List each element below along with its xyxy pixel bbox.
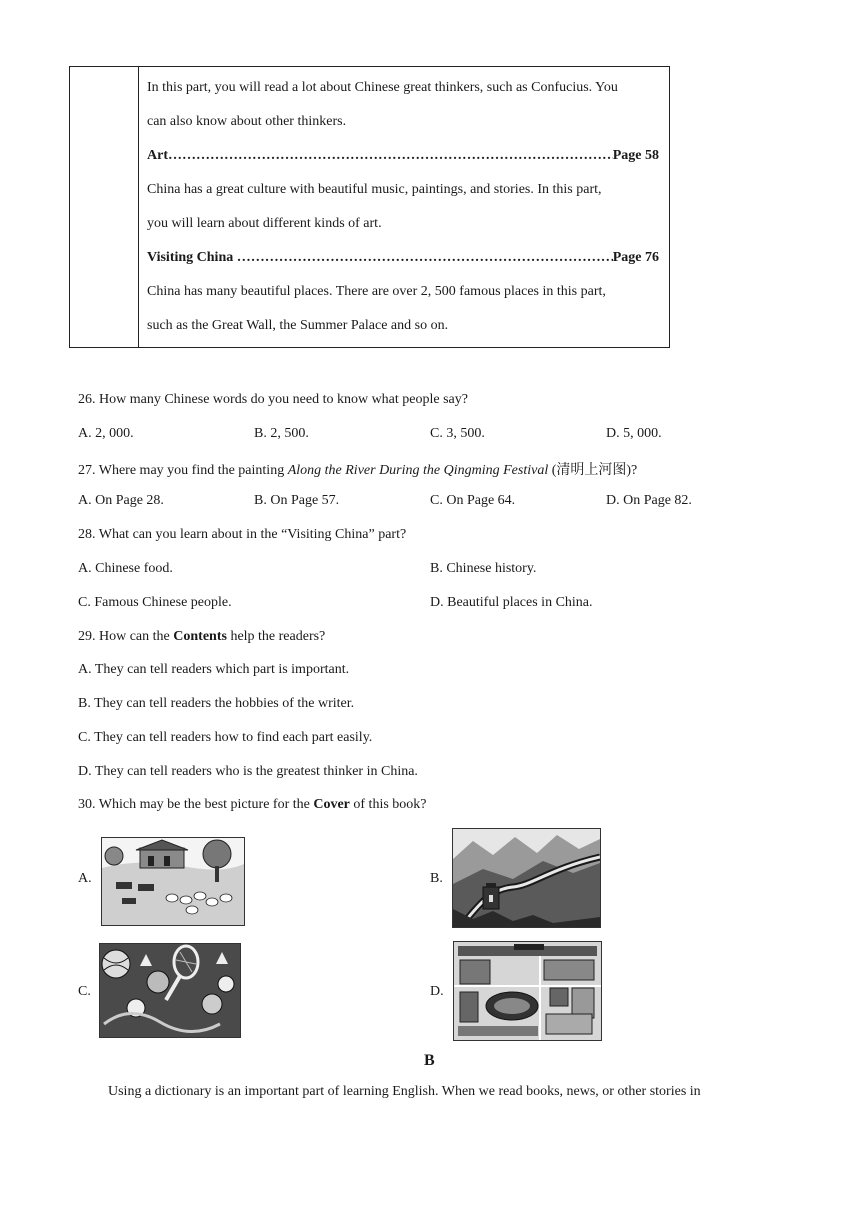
section-b-paragraph: Using a dictionary is an important part of learning English. When we read books, news, or other stories in bbox=[108, 1084, 701, 1099]
toc-entry-page: Page 76 bbox=[612, 250, 659, 265]
question-29-option-b[interactable]: B. They can tell readers the hobbies of the writer. bbox=[78, 696, 355, 711]
question-26-option-c[interactable]: C. 3, 500. bbox=[430, 426, 485, 441]
sports-equipment-icon[interactable] bbox=[99, 943, 241, 1038]
contents-table bbox=[69, 66, 670, 348]
toc-entry-page: Page 58 bbox=[612, 148, 659, 163]
toc-entry-title: Art bbox=[147, 148, 168, 163]
question-29-option-c[interactable]: C. They can tell readers how to find each part easily. bbox=[78, 730, 373, 745]
question-30-option-a-label[interactable]: A. bbox=[78, 871, 92, 886]
stem-text: 27. Where may you find the painting bbox=[78, 463, 288, 478]
question-27-stem bbox=[78, 459, 637, 479]
toc-entry-title: Visiting China bbox=[147, 250, 237, 265]
table-text-line: China has many beautiful places. There are over 2, 500 famous places in this part, bbox=[147, 284, 606, 299]
question-29-option-a[interactable]: A. They can tell readers which part is important. bbox=[78, 662, 350, 677]
question-28-option-a[interactable]: A. Chinese food. bbox=[78, 561, 173, 576]
question-29-option-d[interactable]: D. They can tell readers who is the greatest thinker in China. bbox=[78, 764, 418, 779]
stem-text: of this book? bbox=[349, 797, 427, 812]
table-column-divider bbox=[138, 67, 139, 347]
table-text-line: can also know about other thinkers. bbox=[147, 114, 347, 129]
stem-text: help the readers? bbox=[226, 629, 326, 644]
question-28-option-c[interactable]: C. Famous Chinese people. bbox=[78, 595, 232, 610]
section-b-heading: B bbox=[424, 1052, 435, 1069]
stem-text: 29. How can the bbox=[78, 629, 174, 644]
question-30-stem bbox=[78, 797, 427, 813]
stem-keyword: Cover bbox=[313, 797, 350, 812]
toc-leader-dots bbox=[237, 250, 613, 266]
toc-leader-dots bbox=[168, 148, 613, 164]
question-27-option-c[interactable]: C. On Page 64. bbox=[430, 493, 516, 508]
stem-text: 30. Which may be the best picture for the bbox=[78, 797, 314, 812]
question-26-option-b[interactable]: B. 2, 500. bbox=[254, 426, 309, 441]
question-26-stem: 26. How many Chinese words do you need to know what people say? bbox=[78, 392, 468, 407]
question-30-option-c-label[interactable]: C. bbox=[78, 984, 91, 999]
table-text-line: you will learn about different kinds of art. bbox=[147, 216, 382, 231]
painting-title: Along the River During the Qingming Festival bbox=[287, 463, 549, 478]
question-29-stem bbox=[78, 629, 325, 645]
toc-entry-visiting-china bbox=[147, 250, 659, 266]
question-26-option-a[interactable]: A. 2, 000. bbox=[78, 426, 134, 441]
stem-text: (清明上河图)? bbox=[548, 463, 638, 478]
question-28-option-d[interactable]: D. Beautiful places in China. bbox=[430, 595, 593, 610]
question-28-option-b[interactable]: B. Chinese history. bbox=[430, 561, 537, 576]
great-wall-icon[interactable] bbox=[452, 828, 601, 928]
table-text-line: such as the Great Wall, the Summer Palace and so on. bbox=[147, 318, 449, 333]
question-27-option-d[interactable]: D. On Page 82. bbox=[606, 493, 692, 508]
campus-map-icon[interactable] bbox=[453, 941, 602, 1041]
table-text-line: In this part, you will read a lot about Chinese great thinkers, such as Confucius. You bbox=[147, 80, 618, 95]
farm-scene-icon[interactable] bbox=[101, 837, 245, 926]
question-27-option-a[interactable]: A. On Page 28. bbox=[78, 493, 164, 508]
question-30-option-b-label[interactable]: B. bbox=[430, 871, 443, 886]
toc-entry-art bbox=[147, 148, 659, 164]
question-28-stem: 28. What can you learn about in the “Visiting China” part? bbox=[78, 527, 407, 542]
table-text-line: China has a great culture with beautiful music, paintings, and stories. In this part, bbox=[147, 182, 602, 197]
question-27-option-b[interactable]: B. On Page 57. bbox=[254, 493, 340, 508]
question-30-option-d-label[interactable]: D. bbox=[430, 984, 444, 999]
question-26-option-d[interactable]: D. 5, 000. bbox=[606, 426, 662, 441]
stem-keyword: Contents bbox=[173, 629, 227, 644]
